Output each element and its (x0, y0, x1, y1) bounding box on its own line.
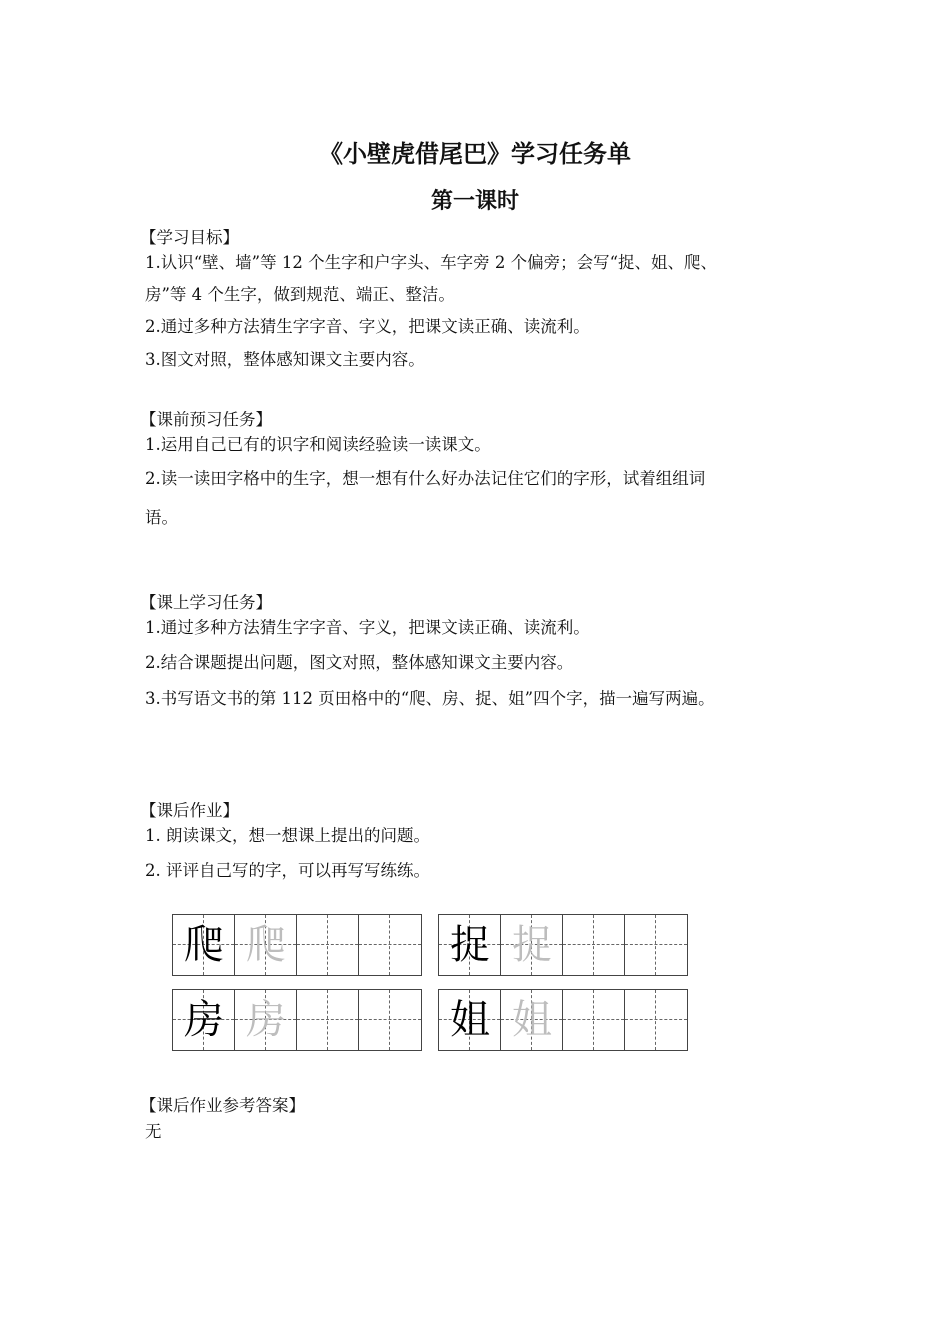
inclass-line: 3.书写语文书的第 112 页田格中的“爬、房、捉、姐”四个字，描一遍写两遍。 (145, 689, 715, 708)
model-character: 姐 (450, 997, 490, 1043)
homework-line: 2. 评评自己写的字，可以再写写练练。 (145, 861, 430, 880)
model-character: 爬 (184, 922, 224, 968)
answers-heading: 【课后作业参考答案】 (140, 1096, 305, 1115)
preview-heading: 【课前预习任务】 (140, 410, 272, 429)
answers-text: 无 (145, 1122, 162, 1141)
objectives-heading: 【学习目标】 (140, 228, 239, 247)
practice-grid-fang (172, 989, 422, 1051)
grid-cell (173, 915, 235, 975)
grid-cell (173, 990, 235, 1050)
trace-character: 姐 (512, 997, 552, 1043)
grid-cell (235, 990, 297, 1050)
practice-grid-jie (438, 989, 688, 1051)
homework-heading: 【课后作业】 (140, 801, 239, 820)
practice-grid-pa (172, 914, 422, 976)
model-character: 捉 (450, 922, 490, 968)
model-character: 房 (184, 997, 224, 1043)
inclass-line: 1.通过多种方法猜生字字音、字义，把课文读正确、读流利。 (145, 618, 590, 637)
trace-character: 捉 (512, 922, 552, 968)
objective-line: 2.通过多种方法猜生字字音、字义，把课文读正确、读流利。 (145, 317, 590, 336)
grid-cell[interactable] (563, 990, 625, 1050)
grid-cell[interactable] (625, 915, 687, 975)
page-title: 《小壁虎借尾巴》学习任务单 (319, 140, 631, 168)
practice-grid-zhuo (438, 914, 688, 976)
preview-line: 语。 (145, 508, 178, 527)
inclass-line: 2.结合课题提出问题，图文对照，整体感知课文主要内容。 (145, 653, 574, 672)
grid-cell (501, 915, 563, 975)
inclass-heading: 【课上学习任务】 (140, 593, 272, 612)
grid-cell[interactable] (625, 990, 687, 1050)
grid-cell (235, 915, 297, 975)
lesson-subtitle: 第一课时 (430, 189, 519, 214)
trace-character: 房 (246, 997, 286, 1043)
grid-cell[interactable] (359, 990, 421, 1050)
grid-cell[interactable] (563, 915, 625, 975)
grid-cell (501, 990, 563, 1050)
homework-line: 1. 朗读课文，想一想课上提出的问题。 (145, 826, 430, 845)
objective-line: 房”等 4 个生字，做到规范、端正、整洁。 (145, 285, 455, 304)
objective-line: 3.图文对照，整体感知课文主要内容。 (145, 350, 425, 369)
preview-line: 2.读一读田字格中的生字，想一想有什么好办法记住它们的字形，试着组组词 (145, 469, 706, 488)
grid-cell[interactable] (359, 915, 421, 975)
grid-cell[interactable] (297, 990, 359, 1050)
grid-cell (439, 990, 501, 1050)
grid-cell (439, 915, 501, 975)
grid-cell[interactable] (297, 915, 359, 975)
trace-character: 爬 (246, 922, 286, 968)
preview-line: 1.运用自己已有的识字和阅读经验读一读课文。 (145, 435, 491, 454)
objective-line: 1.认识“壁、墙”等 12 个生字和户字头、车字旁 2 个偏旁；会写“捉、姐、爬、 (145, 253, 718, 272)
